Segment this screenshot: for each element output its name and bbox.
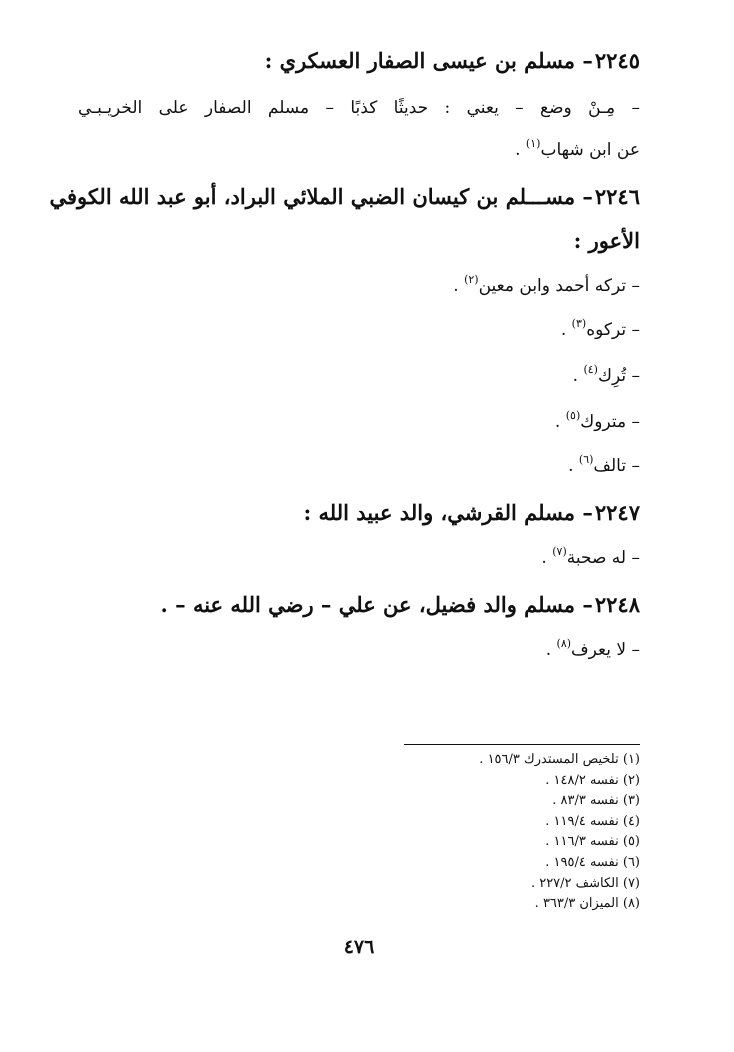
list-item-text: – تركه أحمد وابن معين — [478, 276, 640, 296]
footnote: (٦) نفسه ١٩٥/٤ . — [545, 854, 640, 870]
list-item — [78, 628, 640, 674]
footnote-ref[interactable]: (٤) — [583, 363, 598, 376]
list-item-text: – تركوه — [586, 320, 640, 340]
entry-title: – مسلم بن عيسى الصفار العسكري : — [264, 48, 593, 73]
list-item-end: . — [572, 366, 584, 386]
list-item-end: . — [545, 640, 557, 660]
footnote: (٢) نفسه ١٤٨/٢ . — [545, 772, 640, 788]
list-item-text: – تالف — [593, 456, 640, 476]
entry-text-end: . — [515, 140, 526, 160]
entry-text: عن ابن شهاب — [540, 140, 640, 160]
list-item-end: . — [541, 548, 553, 568]
list-item — [78, 400, 640, 446]
list-item — [78, 536, 640, 582]
footnote-divider — [404, 744, 640, 745]
footnote: (٣) نفسه ٨٣/٣ . — [552, 793, 640, 809]
entry-heading-2246 — [49, 174, 640, 220]
list-item-text: – له صحبة — [566, 548, 640, 568]
entry-text-line — [78, 128, 640, 174]
footnote-ref[interactable]: (٨) — [556, 637, 572, 650]
list-item-end: . — [568, 456, 579, 476]
list-item-end: . — [560, 320, 572, 340]
entry-number: ٢٢٤٥ — [594, 48, 640, 73]
entry-heading-2248 — [78, 582, 640, 628]
list-item-text: – تُرِك — [597, 366, 640, 386]
footnote-ref[interactable]: (٦) — [578, 453, 594, 466]
list-item-end: . — [453, 276, 465, 296]
list-item — [78, 264, 640, 310]
list-item-text: – متروك — [580, 412, 640, 432]
footnote-ref[interactable]: (٥) — [565, 409, 581, 422]
entry-number: ٢٢٤٨ — [594, 592, 640, 617]
entry-number: ٢٢٤٦ — [594, 184, 640, 209]
list-item — [78, 444, 640, 490]
list-item — [78, 308, 640, 354]
entry-title: – مسلم والد فضيل، عن علي – رضي الله عنه – . — [160, 592, 593, 617]
footnote-ref[interactable]: (٧) — [552, 545, 567, 558]
page-number: ٤٧٦ — [343, 936, 375, 958]
list-item-end: . — [554, 412, 566, 432]
entry-heading-2245 — [78, 38, 640, 84]
footnote-ref[interactable]: (٢) — [464, 273, 479, 286]
footnote: (٨) الميزان ٣٦٣/٣ . — [534, 896, 640, 912]
list-item — [78, 354, 640, 400]
footnotes-list — [340, 750, 640, 915]
footnote: (٧) الكاشف ٢٢٧/٢ . — [530, 875, 640, 891]
entry-number: ٢٢٤٧ — [594, 500, 640, 525]
entry-title: – مســـلم بن كيسان الضبي الملائي البراد، أبو عبد الله الكوفي — [49, 184, 593, 209]
entry-heading-2247 — [78, 490, 640, 536]
list-item-text: – لا يعرف — [571, 640, 640, 660]
entry-heading-continuation: الأعور : — [573, 228, 640, 253]
entry-title: – مسلم القرشي، والد عبيد الله : — [303, 500, 593, 525]
footnote: (١) تلخيص المستدرك ١٥٦/٣ . — [479, 752, 640, 767]
footnote: (٥) نفسه ١١٦/٣ . — [545, 834, 640, 850]
footnote-ref[interactable]: (١) — [525, 137, 541, 150]
entry-text-line: – مِـنْ وضع – يعني : حديثًا كذبًا – مسلم الصفار على الخريـبـي — [78, 98, 640, 118]
footnote-ref[interactable]: (٣) — [571, 317, 587, 330]
footnote: (٤) نفسه ١١٩/٤ . — [545, 813, 640, 829]
document-page — [49, 38, 640, 1028]
